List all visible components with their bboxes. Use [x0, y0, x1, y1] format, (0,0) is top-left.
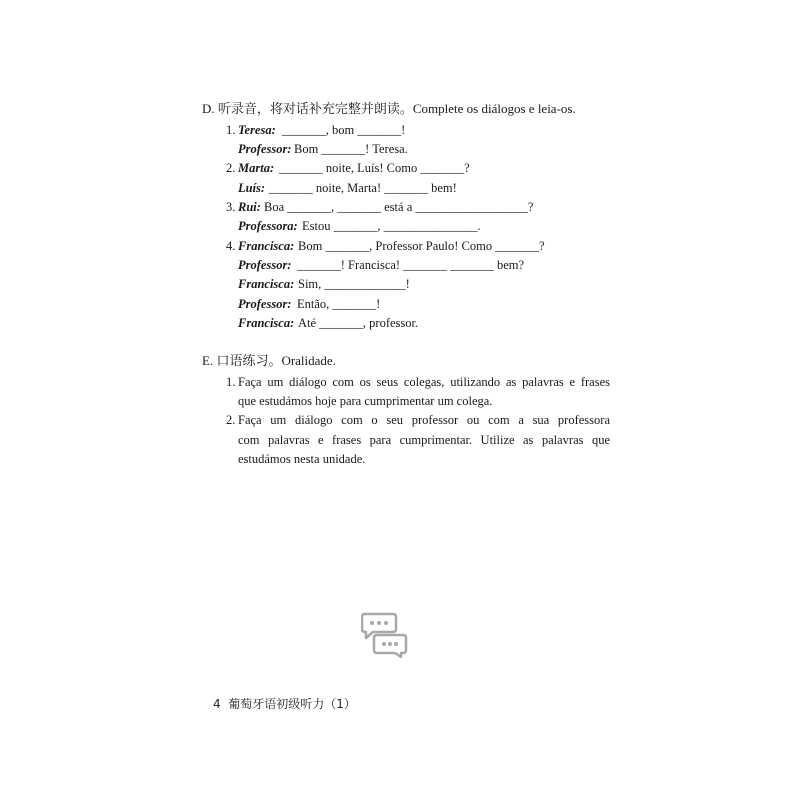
dialogue-line: Então, _______! [297, 297, 381, 311]
dialogue-line: Bom _______! Teresa. [294, 142, 408, 156]
chat-bubbles-icon [361, 612, 409, 658]
exercise-text: com palavras e frases para cumprimentar. Utilize as palavras que [238, 433, 610, 447]
exercise-text: Faça um diálogo com o seu professor ou com a sua professora [238, 413, 610, 427]
dialogue-speaker: Francisca: [238, 239, 295, 253]
dialogue-speaker: Marta: [238, 161, 275, 175]
section-d-heading: D. 听录音，将对话补充完整并朗读。Complete os diálogos e leia-os. [202, 101, 576, 116]
exercise-text: que estudámos hoje para cumprimentar um colega. [238, 394, 493, 408]
exercise-1-number: 1. [226, 375, 236, 389]
dialogue-speaker: Professora: [238, 219, 298, 233]
page-footer [213, 695, 356, 712]
dialogue-speaker: Luís: [238, 181, 266, 195]
dialogue-line: Até _______, professor. [298, 316, 419, 330]
book-title: 葡萄牙语初级听力（1） [228, 697, 356, 711]
dialogue-speaker: Professor: [238, 297, 292, 311]
dialogue-1-number: 1. [226, 123, 236, 137]
exercise-text: estudámos nesta unidade. [238, 452, 366, 466]
dialogue-line: Sim, _____________! [298, 277, 410, 291]
dialogue-3-number: 3. [226, 200, 236, 214]
exercise-text: Faça um diálogo com os seus colegas, utilizando as palavras e frases [238, 375, 610, 389]
dialogue-line: _______, bom _______! [282, 123, 406, 137]
dialogue-line: Boa _______, _______ está a __________________? [264, 200, 534, 214]
dialogue-line: Estou _______, _______________. [302, 219, 481, 233]
dialogue-speaker: Francisca: [238, 277, 295, 291]
dialogue-speaker: Professor: [238, 142, 292, 156]
dialogue-line: _______! Francisca! _______ _______ bem? [297, 258, 525, 272]
dialogue-4-number: 4. [226, 239, 236, 253]
dialogue-line: _______ noite, Marta! _______ bem! [269, 181, 457, 195]
dialogue-speaker: Professor: [238, 258, 292, 272]
dialogue-speaker: Teresa: [238, 123, 276, 137]
dialogue-2-number: 2. [226, 161, 236, 175]
dialogue-line: _______ noite, Luís! Como _______? [279, 161, 470, 175]
exercise-2-number: 2. [226, 413, 236, 427]
dialogue-speaker: Rui: [238, 200, 261, 214]
section-e-heading: E. 口语练习。Oralidade. [202, 353, 336, 368]
dialogue-speaker: Francisca: [238, 316, 295, 330]
page-number: 4 [213, 697, 221, 711]
dialogue-line: Bom _______, Professor Paulo! Como _______? [298, 239, 545, 253]
